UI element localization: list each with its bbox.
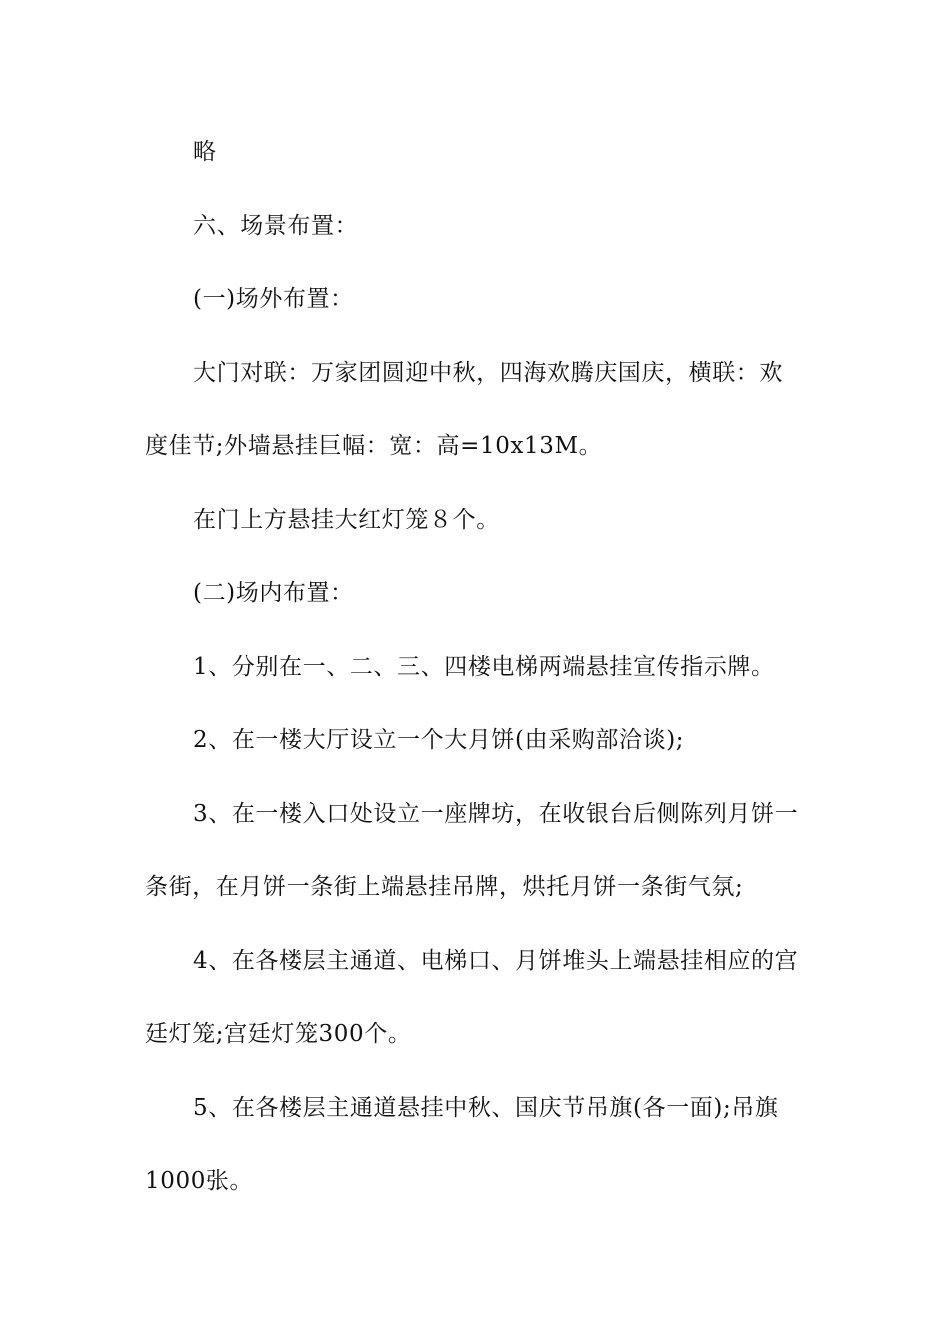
subsection-heading-outdoor: (一)场外布置： (193, 286, 354, 312)
document-body (145, 122, 810, 1225)
list-item-3-line-1: 3、在一楼入口处设立一座牌坊，在收银台后侧陈列月饼一 (193, 800, 799, 827)
list-item-1: 1、分别在一、二、三、四楼电梯两端悬挂宣传指示牌。 (193, 653, 775, 680)
paragraph-couplet-line-2: 度佳节;外墙悬挂巨幅：宽：高=10x13M。 (145, 433, 603, 459)
list-item-4-line-2: 廷灯笼;宫廷灯笼300个。 (145, 1021, 412, 1047)
list-item-2: 2、在一楼大厅设立一个大月饼(由采购部洽谈); (193, 727, 685, 753)
paragraph-lanterns: 在门上方悬挂大红灯笼８个。 (193, 506, 500, 533)
list-item-5-line-1: 5、在各楼层主通道悬挂中秋、国庆节吊旗(各一面);吊旗 (193, 1094, 779, 1121)
paragraph-omitted: 略 (193, 139, 217, 165)
list-item-3-line-2: 条街，在月饼一条街上端悬挂吊牌，烘托月饼一条街气氛; (145, 874, 744, 900)
section-heading-scene-layout: 六、场景布置： (193, 212, 359, 239)
paragraph-couplet-line-1: 大门对联：万家团圆迎中秋，四海欢腾庆国庆，横联：欢 (193, 359, 783, 386)
list-item-4-line-1: 4、在各楼层主通道、电梯口、月饼堆头上端悬挂相应的宫 (193, 947, 799, 974)
subsection-heading-indoor: (二)场内布置： (193, 580, 354, 606)
list-item-5-line-2: 1000张。 (145, 1168, 254, 1194)
